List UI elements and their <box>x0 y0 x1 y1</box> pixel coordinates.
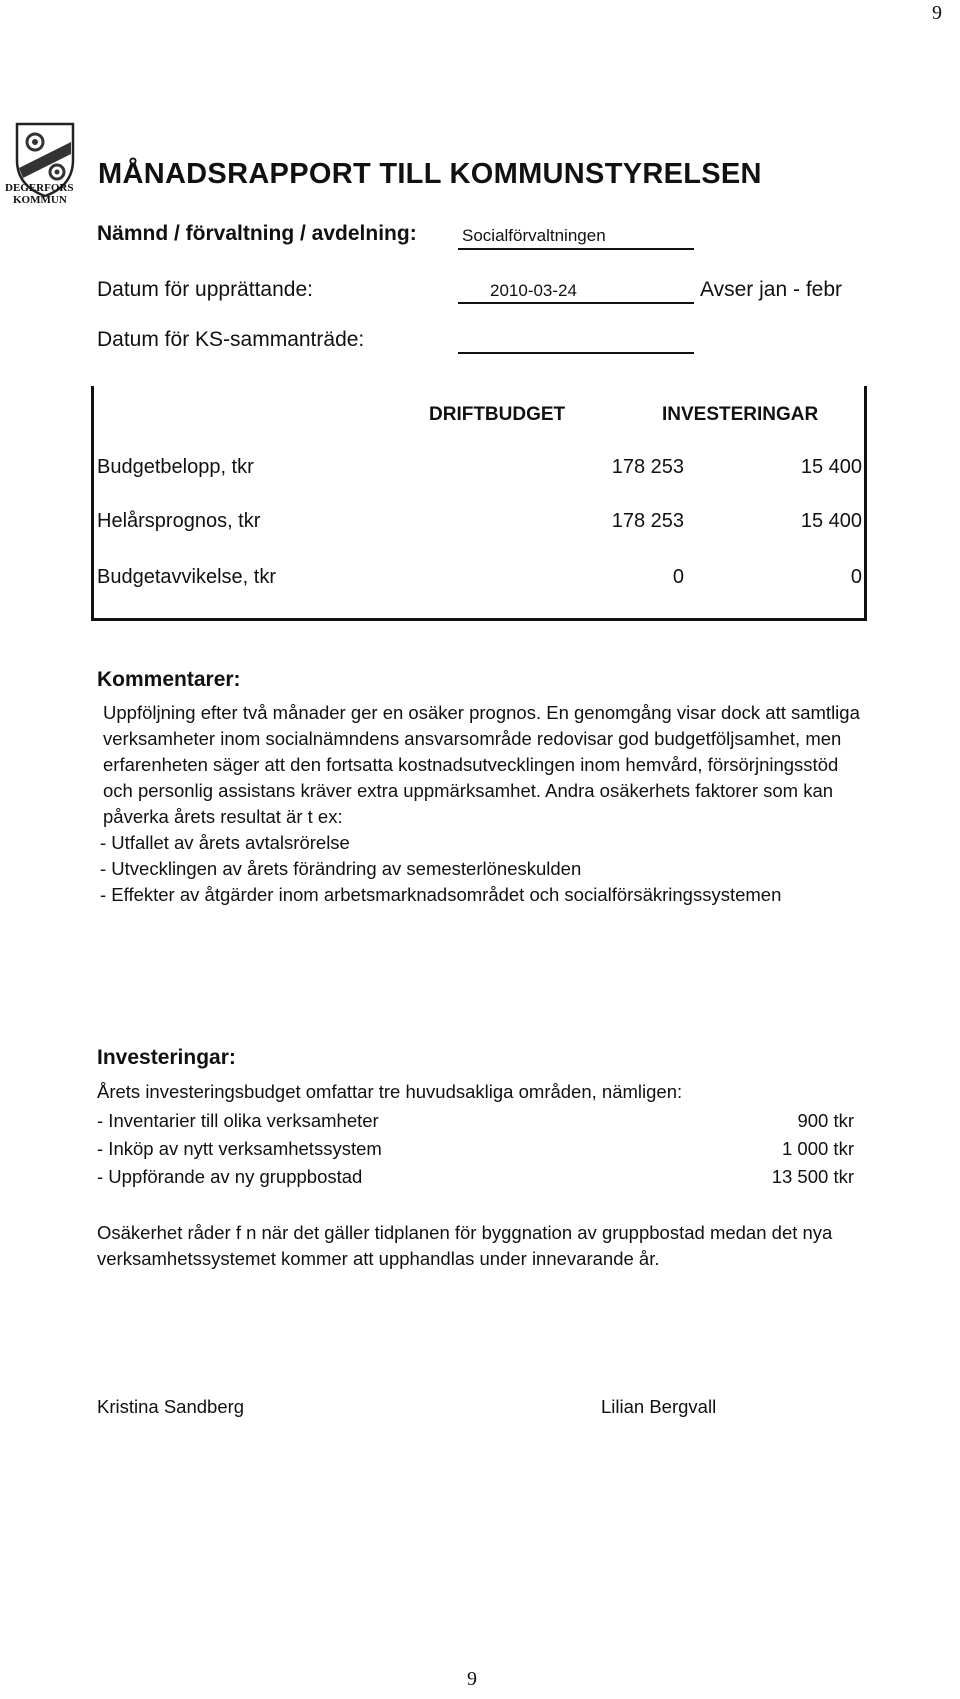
ks-label: Datum för KS-sammanträde: <box>97 328 365 351</box>
drift-value: 178 253 <box>611 510 684 532</box>
investment-label: - Inköp av nytt verksamhetssystem <box>97 1138 382 1159</box>
namnd-value: Socialförvaltningen <box>462 226 606 245</box>
namnd-underline <box>458 248 694 250</box>
kommentarer-heading: Kommentarer: <box>97 668 241 691</box>
investeringar-heading: Investeringar: <box>97 1046 236 1069</box>
column-header-investeringar: INVESTERINGAR <box>662 404 819 425</box>
note-line: verksamhetssystemet kommer att upphandlas under innevarande år. <box>97 1248 660 1269</box>
column-header-driftbudget: DRIFTBUDGET <box>429 404 566 425</box>
row-label: Helårsprognos, tkr <box>97 510 261 532</box>
invest-value: 15 400 <box>800 510 862 532</box>
datum-underline <box>458 302 694 304</box>
investeringar-intro: Årets investeringsbudget omfattar tre huvudsakliga områden, nämligen: <box>97 1081 683 1102</box>
investeringar-note <box>97 1220 832 1272</box>
comment-line: - Utvecklingen av årets förändring av semesterlöneskulden <box>100 858 582 879</box>
datum-value: 2010-03-24 <box>490 281 577 300</box>
invest-value: 0 <box>850 566 862 588</box>
investment-label: - Inventarier till olika verksamheter <box>97 1110 379 1131</box>
namnd-label: Nämnd / förvaltning / avdelning: <box>97 222 417 245</box>
comment-line: - Effekter av åtgärder inom arbetsmarknadsområdet och socialförsäkringssystemen <box>100 884 782 905</box>
kommentarer-text <box>100 700 903 908</box>
comment-line: verksamheter inom socialnämndens ansvarsområde redovisar god budgetföljsamhet, men <box>103 728 842 749</box>
ks-underline <box>458 352 694 354</box>
drift-value: 0 <box>672 566 684 588</box>
comment-line: Uppföljning efter två månader ger en osäker prognos. En genomgång visar dock att samtliga <box>103 702 860 723</box>
comment-line: - Utfallet av årets avtalsrörelse <box>100 832 350 853</box>
comment-line: påverka årets resultat är t ex: <box>103 806 343 827</box>
invest-value: 15 400 <box>800 456 862 478</box>
comment-line: erfarenheten säger att den fortsatta kostnadsutvecklingen inom hemvård, försörjningsstöd <box>103 754 839 775</box>
page-number-top: 9 <box>932 2 942 24</box>
signature-right: Lilian Bergvall <box>601 1396 717 1417</box>
note-line: Osäkerhet råder f n när det gäller tidplanen för byggnation av gruppbostad medan det nya <box>97 1222 833 1243</box>
datum-label: Datum för upprättande: <box>97 278 313 301</box>
investment-amount: 1 000 tkr <box>782 1138 854 1159</box>
signature-left: Kristina Sandberg <box>97 1396 245 1417</box>
row-label: Budgetavvikelse, tkr <box>97 566 276 588</box>
avser-text: Avser jan - febr <box>700 278 843 301</box>
drift-value: 178 253 <box>611 456 684 478</box>
page-title: MÅNADSRAPPORT TILL KOMMUNSTYRELSEN <box>98 158 762 190</box>
logo-text-line1: DEGERFORS <box>5 182 74 194</box>
municipality-logo <box>5 120 85 225</box>
investment-amount: 13 500 tkr <box>771 1166 854 1187</box>
investment-amount: 900 tkr <box>797 1110 854 1131</box>
budget-table <box>91 386 867 621</box>
row-label: Budgetbelopp, tkr <box>97 456 254 478</box>
investment-label: - Uppförande av ny gruppbostad <box>97 1166 363 1187</box>
page-number-bottom: 9 <box>467 1668 477 1690</box>
logo-text-line2: KOMMUN <box>13 194 67 206</box>
comment-line: och personlig assistans kräver extra uppmärksamhet. Andra osäkerhets faktorer som kan <box>103 780 834 801</box>
